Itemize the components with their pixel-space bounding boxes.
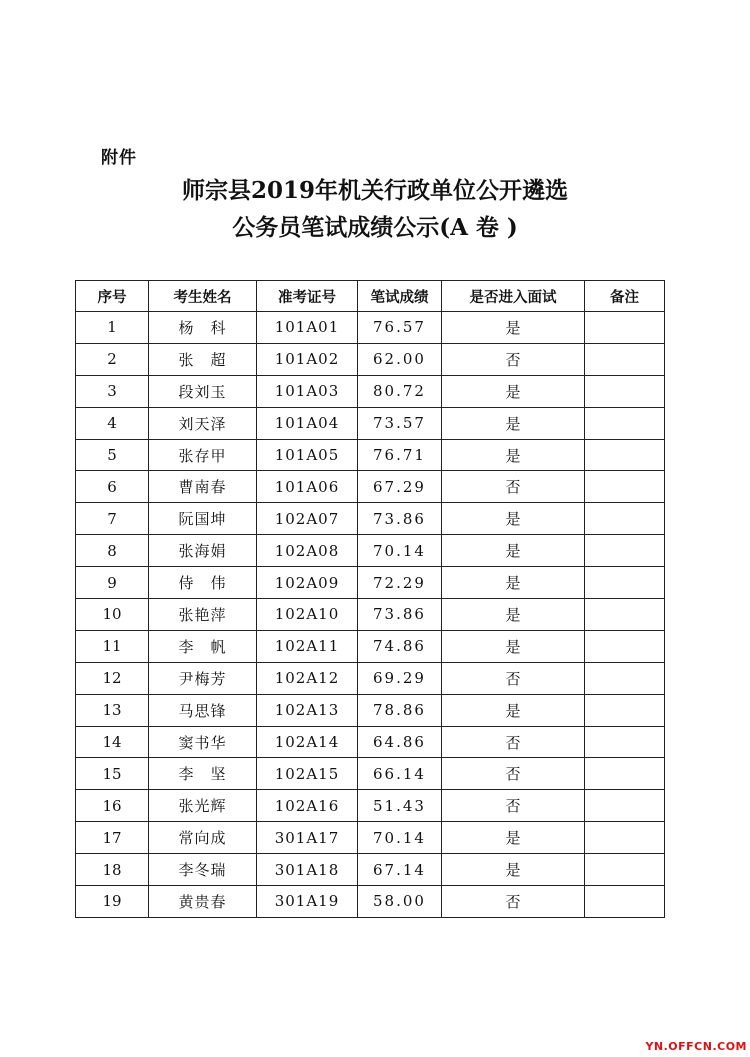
cell-score: 73.86 <box>358 599 442 631</box>
header-interview: 是否进入面试 <box>442 281 585 312</box>
cell-name: 张 超 <box>149 343 257 375</box>
cell-note <box>585 630 665 662</box>
cell-note <box>585 439 665 471</box>
table-row <box>76 886 665 918</box>
cell-score: 80.72 <box>358 375 442 407</box>
cell-number: 1 <box>76 312 149 344</box>
table-row <box>76 822 665 854</box>
cell-note <box>585 343 665 375</box>
cell-score: 73.57 <box>358 407 442 439</box>
header-exam-id: 准考证号 <box>257 281 358 312</box>
header-name: 考生姓名 <box>149 281 257 312</box>
cell-name: 窦书华 <box>149 726 257 758</box>
table-row <box>76 312 665 344</box>
cell-exam-id: 101A02 <box>257 343 358 375</box>
cell-note <box>585 886 665 918</box>
cell-score: 70.14 <box>358 535 442 567</box>
table-header <box>76 281 665 312</box>
cell-number: 15 <box>76 758 149 790</box>
table-row <box>76 471 665 503</box>
cell-score: 70.14 <box>358 822 442 854</box>
cell-exam-id: 102A10 <box>257 599 358 631</box>
cell-number: 10 <box>76 599 149 631</box>
cell-exam-id: 102A07 <box>257 503 358 535</box>
cell-exam-id: 101A01 <box>257 312 358 344</box>
cell-note <box>585 790 665 822</box>
cell-exam-id: 301A17 <box>257 822 358 854</box>
cell-number: 8 <box>76 535 149 567</box>
cell-note <box>585 471 665 503</box>
cell-note <box>585 407 665 439</box>
header-score: 笔试成绩 <box>358 281 442 312</box>
cell-name: 阮国坤 <box>149 503 257 535</box>
cell-exam-id: 301A19 <box>257 886 358 918</box>
cell-interview: 是 <box>442 312 585 344</box>
cell-score: 67.14 <box>358 854 442 886</box>
cell-number: 11 <box>76 630 149 662</box>
cell-name: 张光辉 <box>149 790 257 822</box>
cell-interview: 是 <box>442 503 585 535</box>
cell-number: 19 <box>76 886 149 918</box>
cell-name: 杨 科 <box>149 312 257 344</box>
cell-name: 段刘玉 <box>149 375 257 407</box>
cell-interview: 是 <box>442 822 585 854</box>
cell-exam-id: 102A08 <box>257 535 358 567</box>
table-row <box>76 503 665 535</box>
cell-name: 张艳萍 <box>149 599 257 631</box>
cell-score: 66.14 <box>358 758 442 790</box>
cell-interview: 否 <box>442 662 585 694</box>
cell-name: 张存甲 <box>149 439 257 471</box>
cell-score: 76.57 <box>358 312 442 344</box>
cell-number: 18 <box>76 854 149 886</box>
cell-interview: 是 <box>442 407 585 439</box>
cell-name: 侍 伟 <box>149 567 257 599</box>
cell-exam-id: 101A06 <box>257 471 358 503</box>
cell-number: 3 <box>76 375 149 407</box>
cell-note <box>585 567 665 599</box>
cell-number: 9 <box>76 567 149 599</box>
cell-interview: 是 <box>442 375 585 407</box>
cell-interview: 否 <box>442 471 585 503</box>
cell-interview: 是 <box>442 599 585 631</box>
cell-note <box>585 503 665 535</box>
table-row <box>76 599 665 631</box>
cell-interview: 否 <box>442 886 585 918</box>
cell-score: 72.29 <box>358 567 442 599</box>
cell-score: 78.86 <box>358 694 442 726</box>
table-row <box>76 343 665 375</box>
table-body <box>76 312 665 918</box>
cell-interview: 是 <box>442 567 585 599</box>
cell-interview: 是 <box>442 854 585 886</box>
cell-number: 2 <box>76 343 149 375</box>
cell-name: 黄贵春 <box>149 886 257 918</box>
cell-exam-id: 101A03 <box>257 375 358 407</box>
cell-number: 13 <box>76 694 149 726</box>
table-row <box>76 726 665 758</box>
cell-note <box>585 312 665 344</box>
cell-note <box>585 694 665 726</box>
table-row <box>76 407 665 439</box>
cell-score: 64.86 <box>358 726 442 758</box>
table-row <box>76 662 665 694</box>
document-title-line-1: 师宗县2019年机关行政单位公开遴选 <box>181 177 568 204</box>
cell-name: 李冬瑞 <box>149 854 257 886</box>
cell-number: 16 <box>76 790 149 822</box>
cell-interview: 否 <box>442 343 585 375</box>
table-row <box>76 630 665 662</box>
cell-interview: 是 <box>442 630 585 662</box>
header-row <box>76 281 665 312</box>
cell-name: 常向成 <box>149 822 257 854</box>
scores-table <box>75 280 665 918</box>
cell-number: 17 <box>76 822 149 854</box>
cell-interview: 是 <box>442 535 585 567</box>
document-title-line-2: 公务员笔试成绩公示(A 卷 ) <box>232 214 518 241</box>
table-row <box>76 854 665 886</box>
cell-name: 李 坚 <box>149 758 257 790</box>
cell-exam-id: 102A14 <box>257 726 358 758</box>
table-row <box>76 790 665 822</box>
cell-name: 尹梅芳 <box>149 662 257 694</box>
cell-note <box>585 662 665 694</box>
cell-score: 67.29 <box>358 471 442 503</box>
cell-note <box>585 599 665 631</box>
table-row <box>76 694 665 726</box>
cell-interview: 否 <box>442 726 585 758</box>
cell-exam-id: 102A09 <box>257 567 358 599</box>
header-number: 序号 <box>76 281 149 312</box>
cell-score: 74.86 <box>358 630 442 662</box>
cell-note <box>585 535 665 567</box>
cell-exam-id: 101A04 <box>257 407 358 439</box>
cell-exam-id: 102A12 <box>257 662 358 694</box>
attachment-label: 附件 <box>101 148 137 168</box>
table-row <box>76 535 665 567</box>
cell-interview: 否 <box>442 790 585 822</box>
cell-interview: 是 <box>442 439 585 471</box>
cell-number: 12 <box>76 662 149 694</box>
table-row <box>76 758 665 790</box>
cell-note <box>585 375 665 407</box>
cell-note <box>585 822 665 854</box>
cell-name: 刘天泽 <box>149 407 257 439</box>
cell-exam-id: 102A11 <box>257 630 358 662</box>
cell-score: 62.00 <box>358 343 442 375</box>
cell-note <box>585 758 665 790</box>
cell-note <box>585 726 665 758</box>
cell-name: 马思锋 <box>149 694 257 726</box>
cell-exam-id: 101A05 <box>257 439 358 471</box>
cell-score: 69.29 <box>358 662 442 694</box>
cell-score: 51.43 <box>358 790 442 822</box>
cell-exam-id: 301A18 <box>257 854 358 886</box>
cell-score: 76.71 <box>358 439 442 471</box>
table-row <box>76 375 665 407</box>
cell-exam-id: 102A16 <box>257 790 358 822</box>
cell-interview: 是 <box>442 694 585 726</box>
cell-name: 李 帆 <box>149 630 257 662</box>
cell-number: 4 <box>76 407 149 439</box>
table-row <box>76 439 665 471</box>
cell-exam-id: 102A13 <box>257 694 358 726</box>
cell-score: 73.86 <box>358 503 442 535</box>
cell-number: 5 <box>76 439 149 471</box>
cell-interview: 否 <box>442 758 585 790</box>
cell-note <box>585 854 665 886</box>
cell-name: 张海娟 <box>149 535 257 567</box>
table-row <box>76 567 665 599</box>
header-note: 备注 <box>585 281 665 312</box>
watermark: YN.OFFCN.COM <box>645 1040 747 1053</box>
cell-number: 6 <box>76 471 149 503</box>
cell-score: 58.00 <box>358 886 442 918</box>
cell-number: 14 <box>76 726 149 758</box>
cell-exam-id: 102A15 <box>257 758 358 790</box>
cell-name: 曹南春 <box>149 471 257 503</box>
cell-number: 7 <box>76 503 149 535</box>
